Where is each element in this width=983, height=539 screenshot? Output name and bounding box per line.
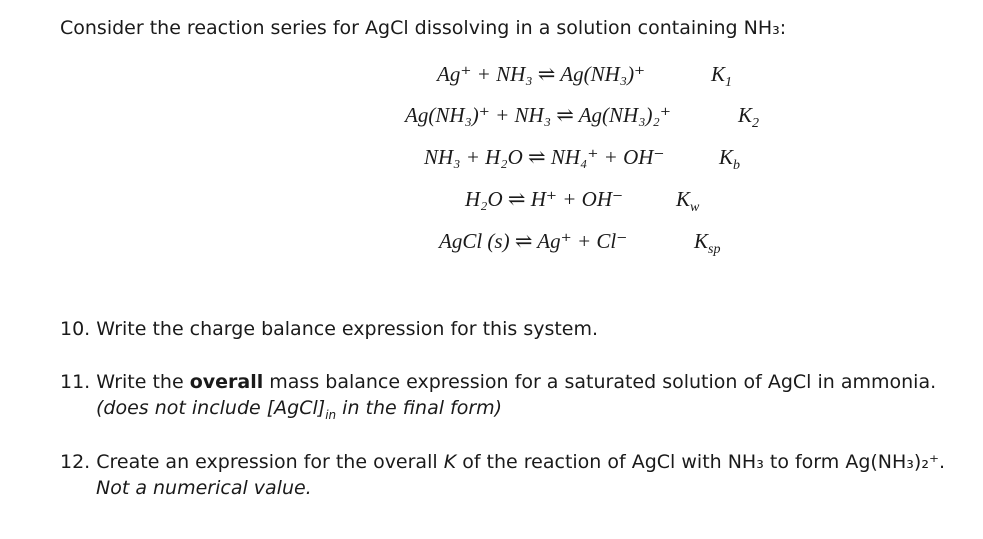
question-12-text-b: of the reaction of AgCl with NH₃ to form Ag(NH₃)₂⁺. (456, 451, 946, 473)
question-11-note-e: in the final form) (336, 397, 503, 419)
k-subscript: 2 (752, 116, 760, 132)
constant-k1 (711, 62, 732, 91)
k-symbol: K (694, 229, 709, 253)
question-10-text: 10. Write the charge balance expression for this system. (60, 318, 599, 340)
k-subscript: w (690, 200, 700, 216)
question-12-k: K (443, 451, 457, 473)
constant-kb (719, 145, 740, 174)
question-11-text-a: 11. Write the (60, 371, 190, 393)
equation-1: Ag⁺ + NH₃ ⇌ Ag(NH₃)⁺ (437, 62, 646, 86)
question-11-note-sub: in (325, 407, 337, 422)
emphasis-overall: overall (189, 371, 264, 393)
equation-2: Ag(NH₃)⁺ + NH₃ ⇌ Ag(NH₃)₂⁺ (405, 103, 671, 127)
k-subscript: b (733, 158, 741, 174)
question-11 (60, 371, 936, 422)
k-symbol: K (711, 62, 726, 86)
question-11-note (60, 397, 936, 422)
k-subscript: 1 (725, 75, 733, 91)
question-10 (60, 318, 598, 340)
constant-ksp (694, 229, 720, 258)
k-symbol: K (738, 103, 753, 127)
question-12-note: Not a numerical value. (96, 477, 312, 499)
problem-intro: Consider the reaction series for AgCl dissolving in a solution containing NH₃: (60, 17, 787, 39)
question-12 (60, 451, 945, 499)
equation-5: AgCl (s) ⇌ Ag⁺ + Cl⁻ (439, 229, 628, 253)
constant-k2 (738, 103, 759, 132)
equation-3: NH₃ + H₂O ⇌ NH₄⁺ + OH⁻ (424, 145, 665, 169)
equation-4: H₂O ⇌ H⁺ + OH⁻ (465, 187, 624, 211)
question-11-note-a: (does not include [AgCl] (96, 397, 326, 419)
k-subscript: sp (708, 242, 721, 258)
question-12-text-a: 12. Create an expression for the overall (60, 451, 444, 473)
constant-kw (676, 187, 699, 216)
k-symbol: K (676, 187, 691, 211)
k-symbol: K (719, 145, 734, 169)
question-11-text-c: mass balance expression for a saturated solution of AgCl in ammonia. (263, 371, 937, 393)
